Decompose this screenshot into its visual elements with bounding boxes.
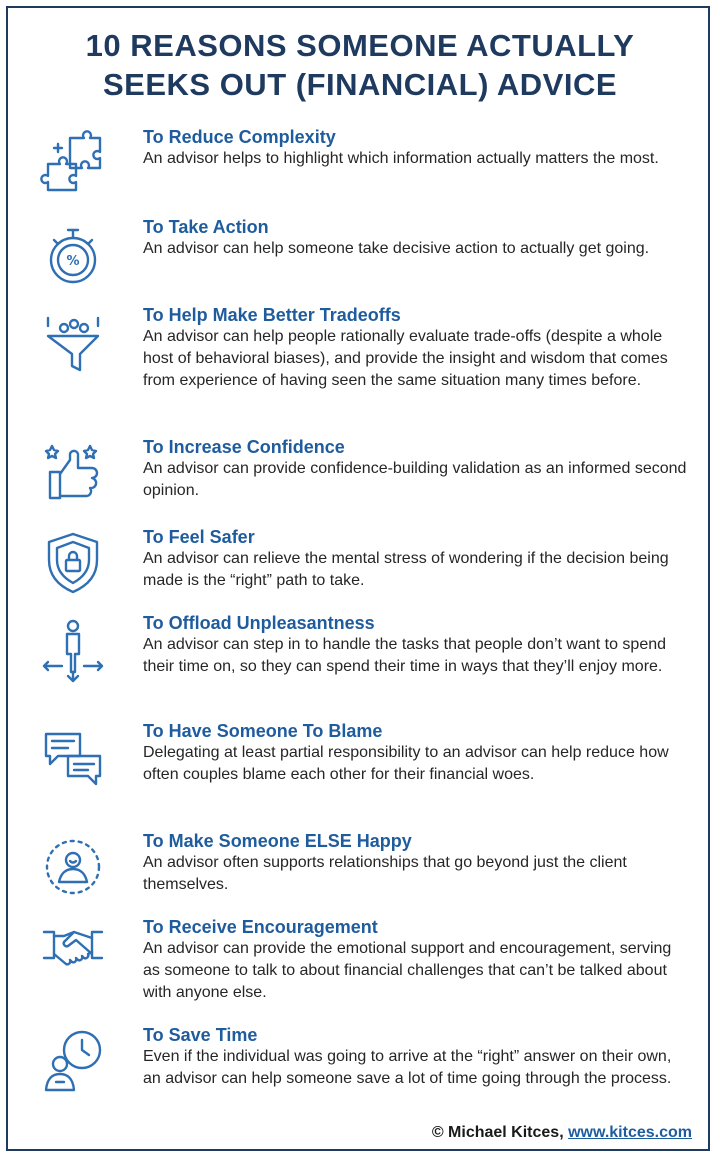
reason-description: An advisor can help people rationally evaluate trade-offs (despite a whole host of behavioral biases), and provide the insight and wisdom that comes from experience of having seen the same situation many times before. (143, 328, 668, 389)
reason-heading: To Offload Unpleasantness (143, 613, 375, 633)
svg-text:%: % (66, 254, 80, 269)
person-arrows-icon (40, 618, 106, 684)
reason-heading: To Help Make Better Tradeoffs (143, 305, 401, 325)
reason-description: An advisor can provide the emotional support and encouragement, serving as someone to talk to about financial challenges that can’t be talked about with anyone else. (143, 940, 672, 1001)
handshake-icon (40, 918, 106, 984)
reason-description: An advisor often supports relationships that go beyond just the client themselves. (143, 854, 627, 893)
reason-heading: To Receive Encouragement (143, 917, 378, 937)
reason-description: An advisor can relieve the mental stress of wondering if the decision being made is the “right” path to take. (143, 550, 669, 589)
reason-description: An advisor helps to highlight which information actually matters the most. (143, 150, 659, 167)
page-title (8, 26, 712, 104)
title-line-1: 10 REASONS SOMEONE ACTUALLY (85, 28, 635, 63)
happy-person-icon (40, 834, 106, 900)
reason-heading: To Save Time (143, 1025, 258, 1045)
reason-heading: To Have Someone To Blame (143, 721, 383, 741)
reason-heading: To Increase Confidence (143, 437, 345, 457)
funnel-icon (40, 310, 106, 376)
reason-heading: To Take Action (143, 217, 269, 237)
reason-description: Even if the individual was going to arrive at the “right” answer on their own, an advisor can help someone save a lot of time going through the process. (143, 1048, 672, 1087)
reason-heading: To Feel Safer (143, 527, 255, 547)
thumbs-up-icon (40, 440, 106, 506)
reason-description: An advisor can step in to handle the tasks that people don’t want to spend their time on, so they can spend their time in ways that they’ll enjoy more. (143, 636, 667, 675)
reason-heading: To Reduce Complexity (143, 127, 336, 147)
footer-credit (432, 1124, 692, 1142)
website-link[interactable]: www.kitces.com (568, 1124, 692, 1141)
chat-bubbles-icon (40, 726, 106, 792)
person-clock-icon (40, 1028, 106, 1094)
title-line-2: SEEKS OUT (FINANCIAL) ADVICE (102, 67, 618, 102)
reason-description: An advisor can provide confidence-building validation as an informed second opinion. (143, 460, 687, 499)
copyright-text: © Michael Kitces, (431, 1124, 569, 1141)
stopwatch-icon (40, 222, 106, 288)
shield-lock-icon (40, 530, 106, 596)
reason-description: An advisor can help someone take decisive action to actually get going. (143, 240, 650, 257)
infographic-frame (6, 6, 710, 1151)
puzzle-icon (40, 130, 106, 196)
reason-heading: To Make Someone ELSE Happy (143, 831, 412, 851)
reason-description: Delegating at least partial responsibility to an advisor can help reduce how often couples blame each other for their financial woes. (143, 744, 669, 783)
